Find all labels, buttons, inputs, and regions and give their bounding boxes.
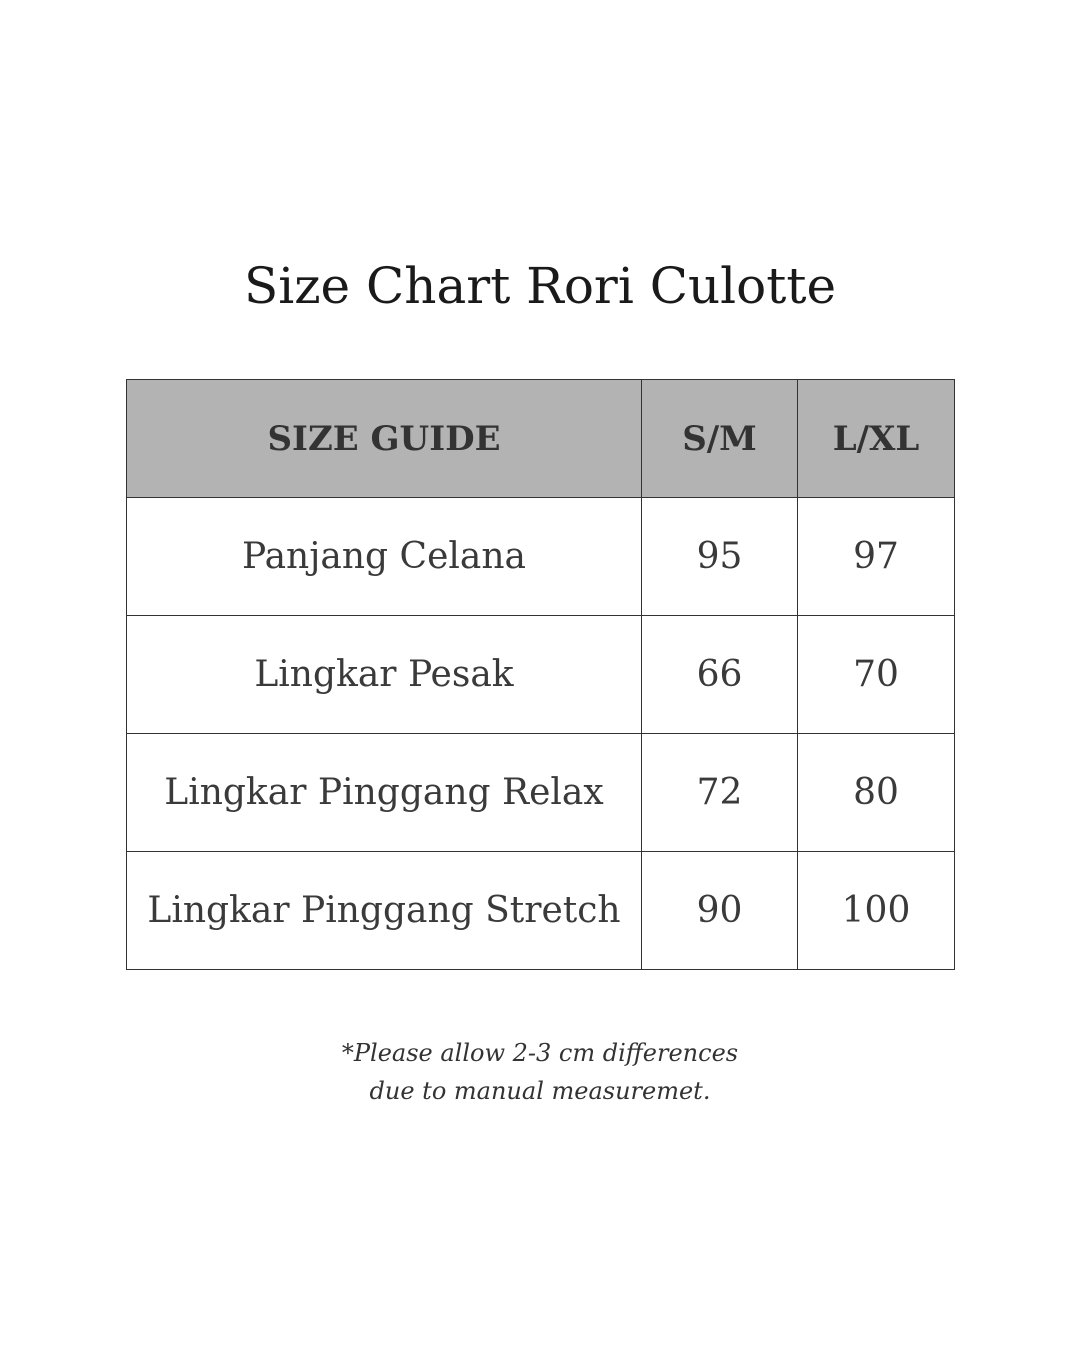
page-title: Size Chart Rori Culotte (243, 257, 837, 315)
row-label: Lingkar Pesak (127, 616, 642, 734)
size-chart-table (126, 379, 955, 970)
table-row (127, 498, 955, 616)
table-header-row (127, 380, 955, 498)
table-row (127, 852, 955, 970)
value-l-xl: 100 (798, 852, 955, 970)
value-s-m: 72 (642, 734, 798, 852)
header-l-xl: L/XL (798, 380, 955, 498)
value-s-m: 95 (642, 498, 798, 616)
value-l-xl: 70 (798, 616, 955, 734)
measurement-note (0, 1034, 1080, 1110)
value-l-xl: 80 (798, 734, 955, 852)
note-line-2: due to manual measuremet. (369, 1077, 711, 1105)
table-row (127, 734, 955, 852)
note-line-1: *Please allow 2-3 cm differences (341, 1039, 739, 1067)
value-s-m: 90 (642, 852, 798, 970)
row-label: Lingkar Pinggang Relax (127, 734, 642, 852)
value-l-xl: 97 (798, 498, 955, 616)
row-label: Lingkar Pinggang Stretch (127, 852, 642, 970)
row-label: Panjang Celana (127, 498, 642, 616)
header-s-m: S/M (642, 380, 798, 498)
header-size-guide: SIZE GUIDE (127, 380, 642, 498)
table-row (127, 616, 955, 734)
value-s-m: 66 (642, 616, 798, 734)
